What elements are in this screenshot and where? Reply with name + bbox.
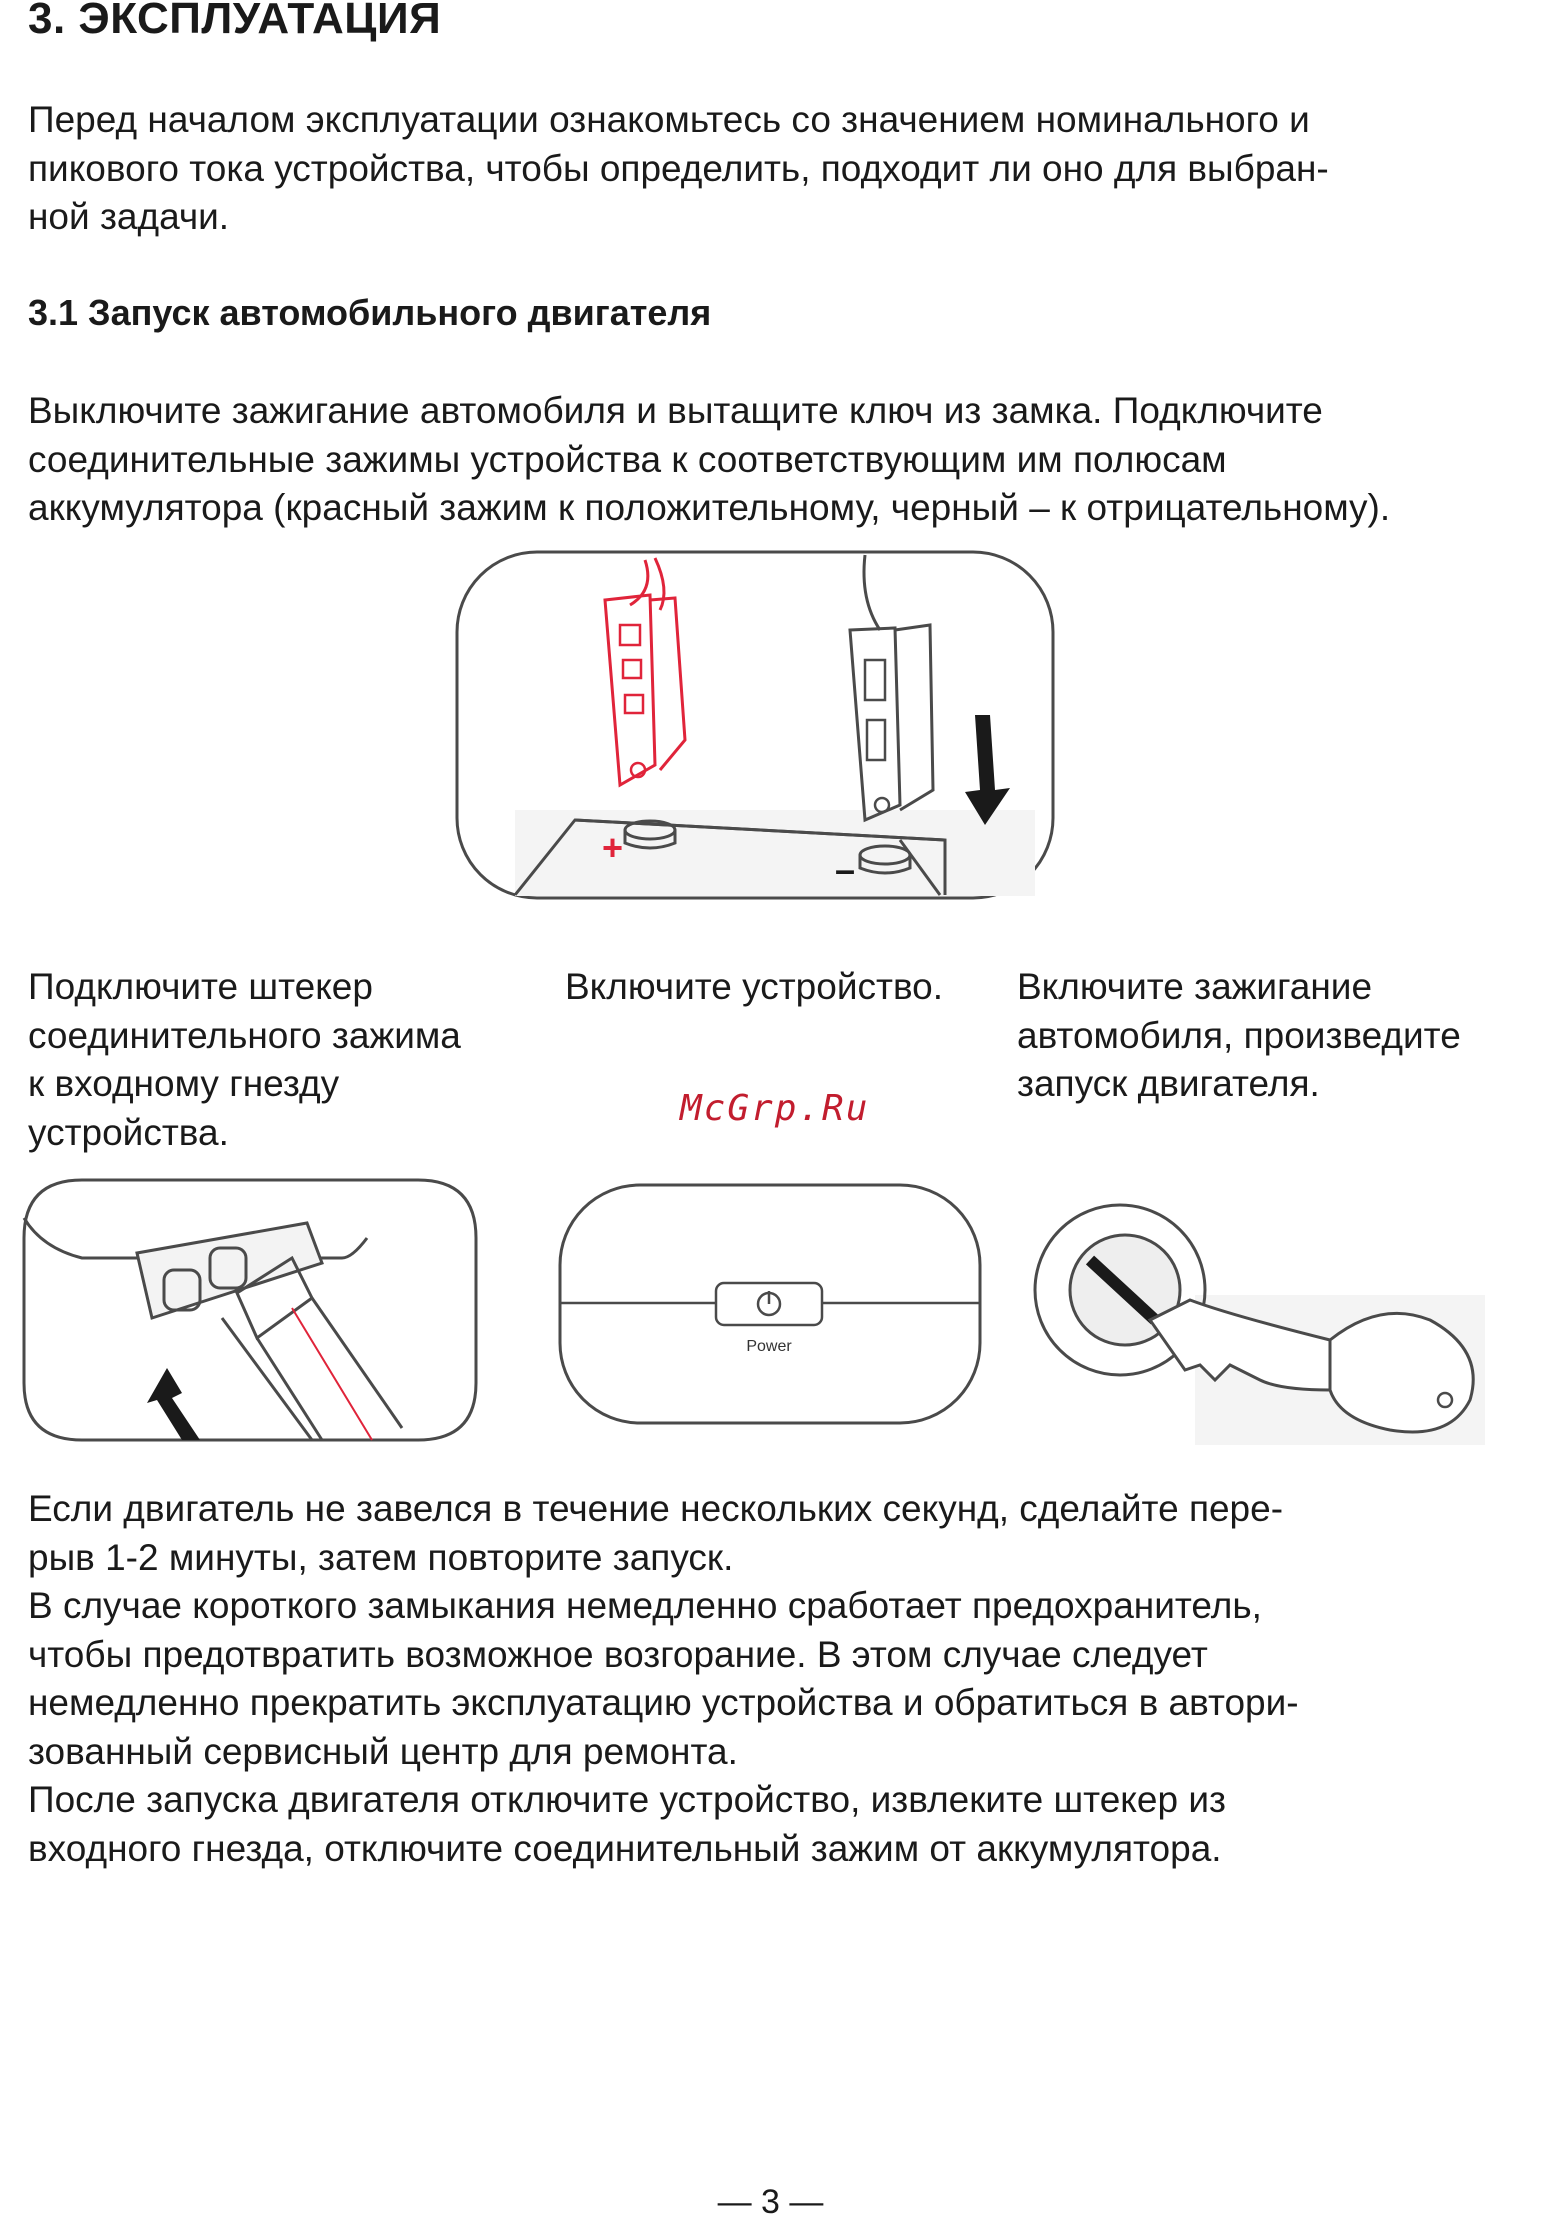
step1-line: аккумулятора (красный зажим к положительному, черный – к отрицательному). [28, 487, 1391, 528]
intro-line: Перед началом эксплуатации ознакомьтесь со значением номинального и [28, 99, 1310, 140]
svg-text:+: + [602, 827, 624, 868]
subsection-title: 3.1 Запуск автомобильного двигателя [28, 292, 712, 333]
step-ignition [1017, 963, 1461, 1109]
warning-line: рыв 1-2 минуты, затем повторите запуск. [28, 1536, 734, 1578]
ignition-key-illustration [1030, 1190, 1485, 1445]
watermark: McGrp.Ru [680, 1088, 870, 1129]
page-number: — 3 — [717, 2183, 824, 2221]
step-line: Включите устройство. [565, 966, 944, 1007]
power-label: Power [746, 1338, 792, 1355]
warning-line: чтобы предотвратить возможное возгорание. В этом случае следует [28, 1633, 1208, 1675]
intro-line: пикового тока устройства, чтобы определить, подходит ли оно для выбран- [28, 147, 1329, 189]
power-device-illustration [558, 1183, 982, 1425]
svg-text:–: – [835, 849, 856, 890]
step-line: устройства. [28, 1111, 229, 1153]
warnings-paragraph [28, 1485, 1299, 1873]
battery-clamps-illustration [455, 550, 1055, 900]
step-connect-plug [28, 963, 461, 1157]
step-line: Подключите штекер [28, 966, 373, 1007]
plug-socket-illustration [22, 1178, 478, 1443]
warning-line: входного гнезда, отключите соединительный зажим от аккумулятора. [28, 1827, 1222, 1869]
warning-line: В случае короткого замыкания немедленно сработает предохранитель, [28, 1585, 1262, 1626]
step1-paragraph [28, 387, 1390, 533]
step-power-on [565, 963, 943, 1012]
step-line: запуск двигателя. [1017, 1063, 1320, 1104]
step1-line: Выключите зажигание автомобиля и вытащите ключ из замка. Подключите [28, 390, 1323, 431]
intro-line: ной задачи. [28, 196, 230, 237]
step-line: к входному гнезду [28, 1063, 340, 1104]
warning-line: немедленно прекратить эксплуатацию устройства и обратиться в автори- [28, 1682, 1299, 1723]
warning-line: Если двигатель не завелся в течение нескольких секунд, сделайте пере- [28, 1488, 1284, 1529]
step-line: автомобиля, произведите [1017, 1014, 1461, 1056]
intro-paragraph [28, 96, 1329, 242]
warning-line: После запуска двигателя отключите устройство, извлеките штекер из [28, 1779, 1226, 1820]
step-line: Включите зажигание [1017, 966, 1373, 1007]
step1-line: соединительные зажимы устройства к соответствующим им полюсам [28, 438, 1227, 480]
warning-line: зованный сервисный центр для ремонта. [28, 1730, 738, 1772]
step-line: соединительного зажима [28, 1014, 461, 1056]
section-title: 3. ЭКСПЛУАТАЦИЯ [28, 0, 442, 43]
